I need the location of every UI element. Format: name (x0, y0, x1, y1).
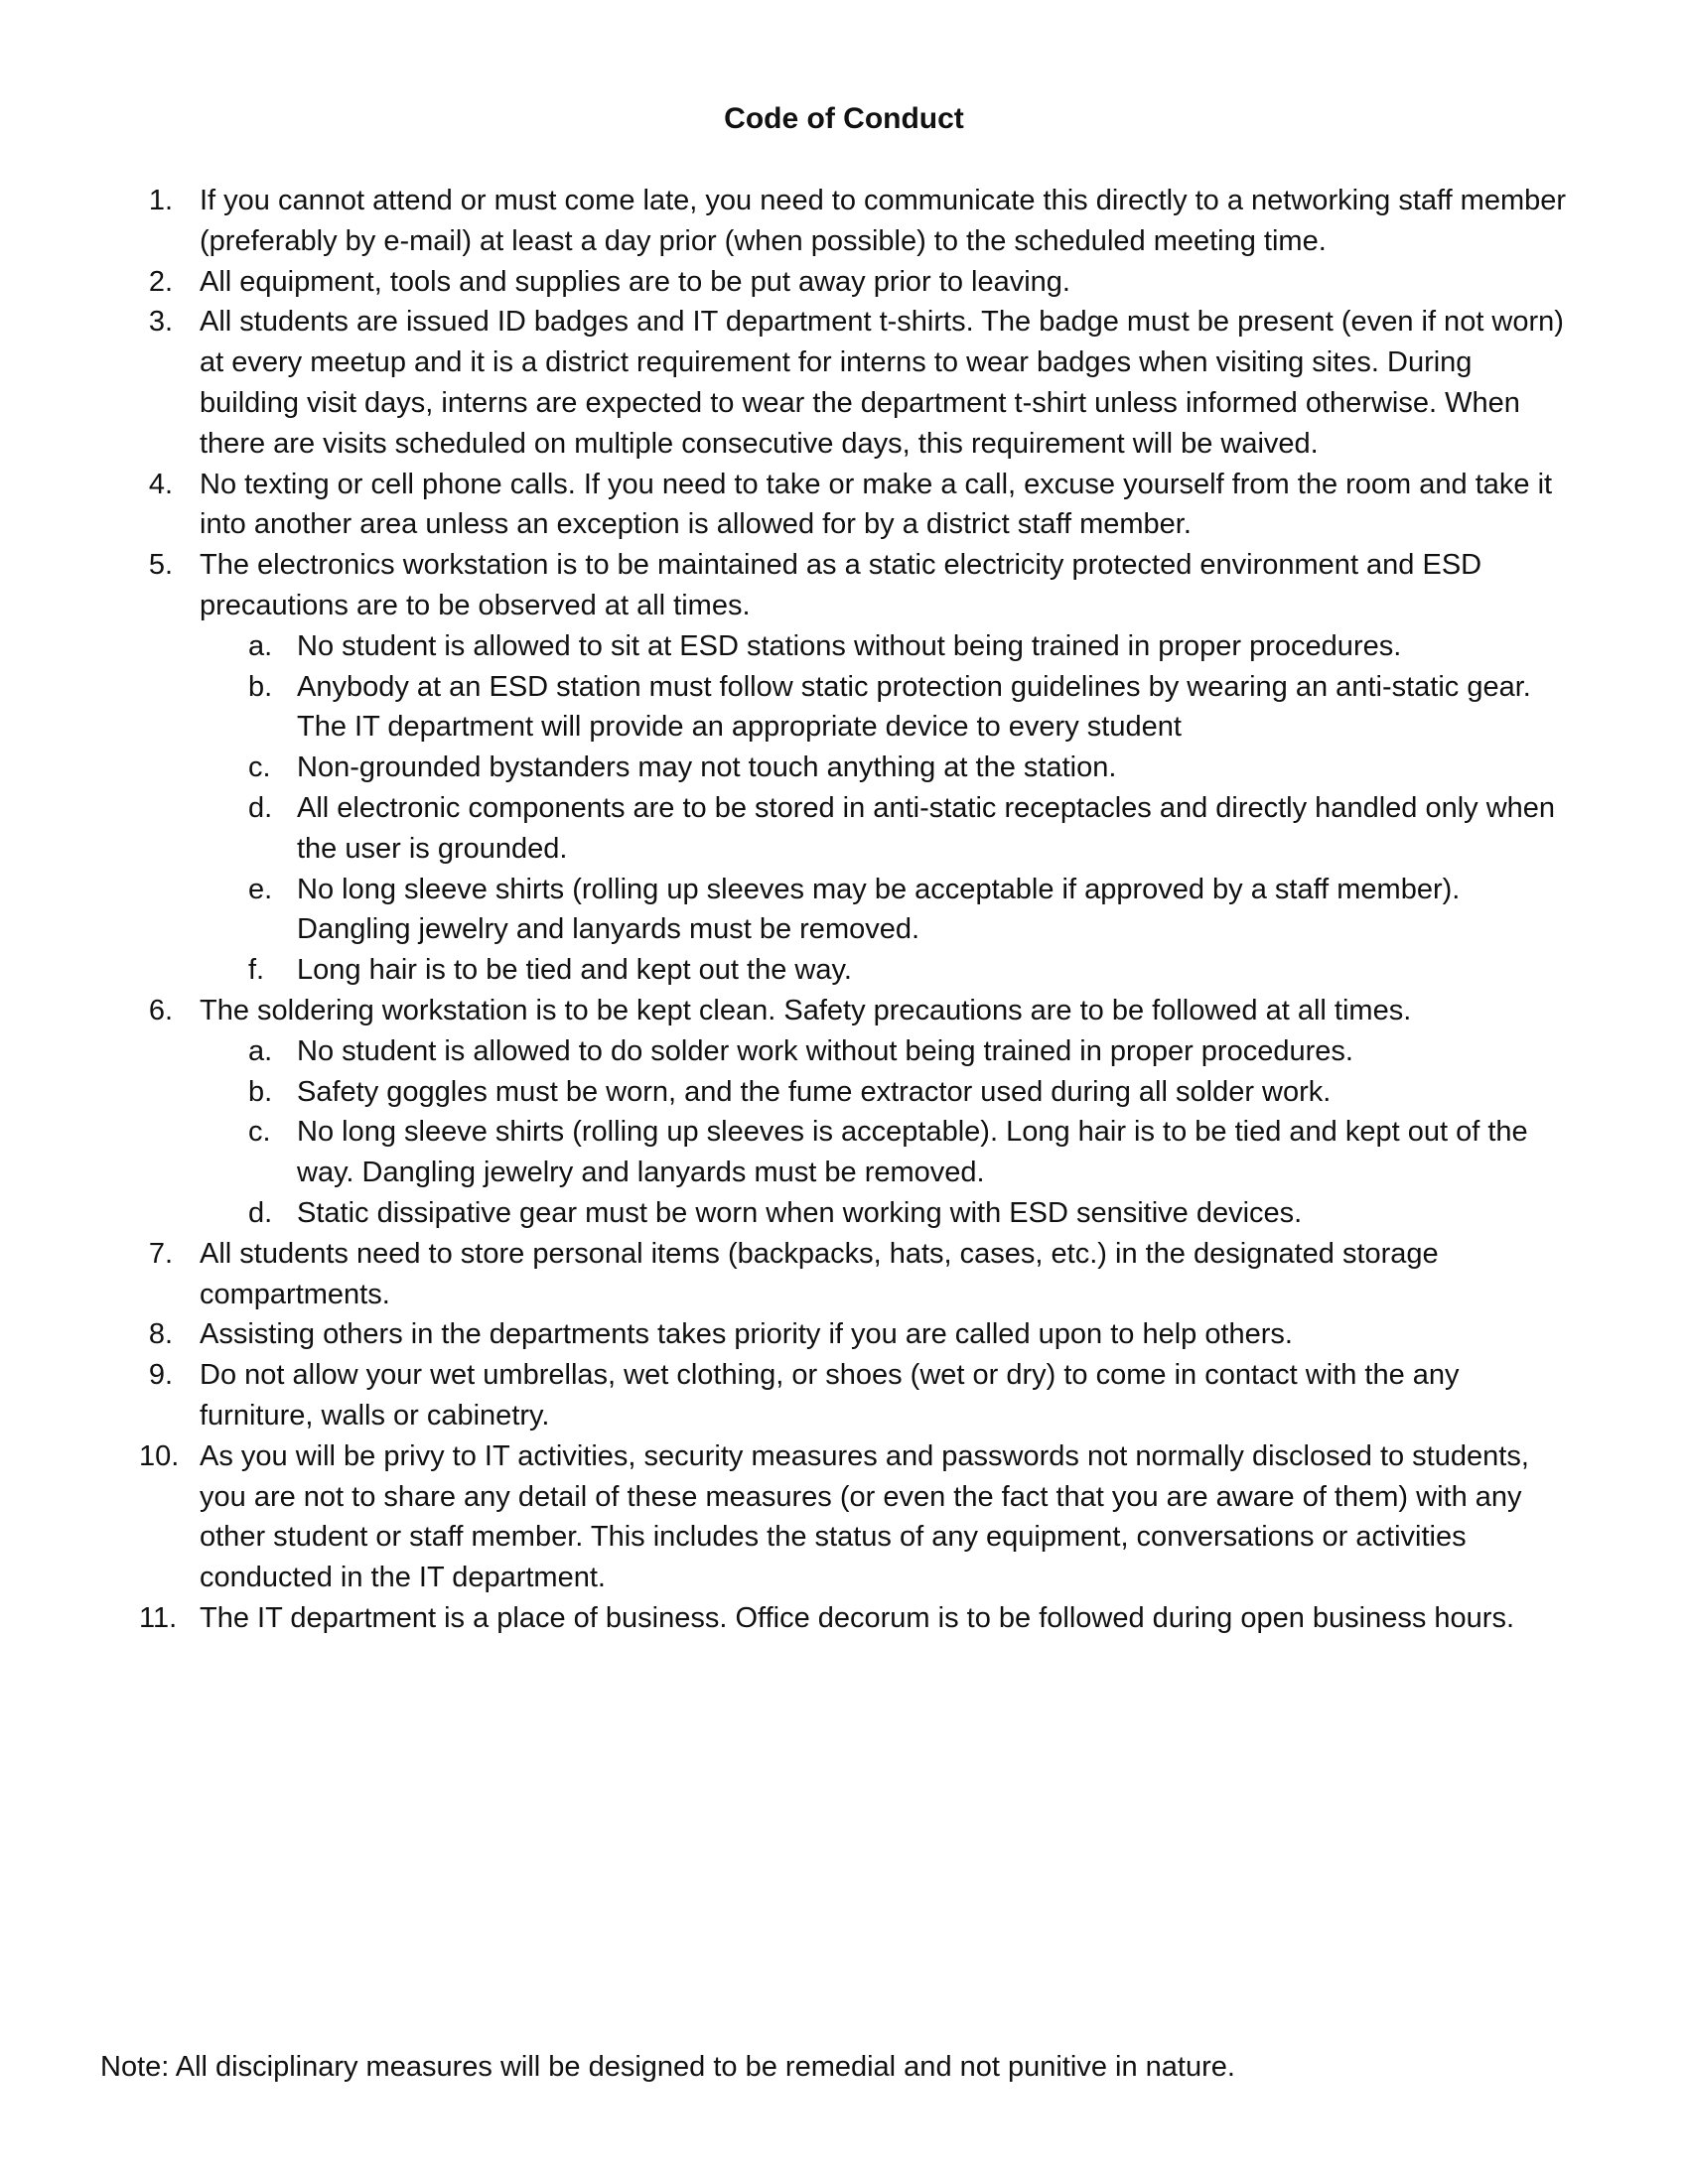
rule-text: As you will be privy to IT activities, security measures and passwords not normally disclosed to students, you are not to share any detail of these measures (or even the fact that you are aware of them) with any other student or staff member. This includes the status of any equipment, conversations or activities conducted in the IT department. (200, 1439, 1529, 1594)
rule-text: All students are issued ID badges and IT department t-shirts. The badge must be present (even if not worn) at every meetup and it is a district requirement for interns to wear badges when visiting sites. During building visit days, interns are expected to wear the department t-shirt unless informed otherwise. When there are visits scheduled on multiple consecutive days, this requirement will be waived. (200, 306, 1564, 460)
sub-rule-item (149, 788, 1579, 870)
rule-text: No texting or cell phone calls. If you need to take or make a call, excuse yourself from the room and take it into another area unless an exception is allowed for by a district staff member. (200, 468, 1553, 541)
sub-rule-text: Static dissipative gear must be worn when working with ESD sensitive devices. (297, 1196, 1303, 1229)
rule-item (149, 545, 1579, 626)
sub-rule-text: No long sleeve shirts (rolling up sleeves is acceptable). Long hair is to be tied and kept out of the way. Dangling jewelry and lanyards must be removed. (297, 1116, 1528, 1189)
sub-rule-text: No student is allowed to do solder work without being trained in proper procedures. (297, 1034, 1353, 1067)
sub-rule-text: No long sleeve shirts (rolling up sleeves may be acceptable if approved by a staff member). Dangling jewelry and lanyards must be removed. (297, 873, 1461, 946)
sub-rule-letter: a. (248, 629, 273, 662)
sub-rule-text: Non-grounded bystanders may not touch anything at the station. (297, 751, 1117, 784)
sub-rule-letter: c. (248, 751, 271, 784)
rule-number: 8. (148, 1318, 173, 1351)
sub-rule-text: Long hair is to be tied and kept out the way. (297, 954, 852, 987)
sub-rule-item (149, 1112, 1579, 1193)
rule-text: The electronics workstation is to be maintained as a static electricity protected environment and ESD precautions are to be observed at all times. (200, 549, 1482, 621)
sub-rule-item (149, 1193, 1579, 1234)
rule-text: All equipment, tools and supplies are to be put away prior to leaving. (200, 265, 1070, 298)
rule-text: Do not allow your wet umbrellas, wet clothing, or shoes (wet or dry) to come in contact with the any furniture, walls or cabinetry. (200, 1359, 1460, 1432)
rule-number: 1. (148, 185, 173, 216)
sub-rule-text: No student is allowed to sit at ESD stations without being trained in proper procedures. (297, 629, 1402, 662)
rule-text: The IT department is a place of business. Office decorum is to be followed during open business hours. (200, 1601, 1515, 1634)
sub-rule-item (149, 1072, 1579, 1113)
rule-item (149, 302, 1579, 464)
rules-list (139, 181, 1579, 1639)
sub-rule-letter: b. (248, 670, 273, 703)
rule-item (149, 1234, 1579, 1315)
rule-item (149, 1314, 1579, 1355)
sub-rule-item (149, 667, 1579, 749)
sub-rule-item (149, 626, 1579, 667)
rule-number: 4. (148, 468, 173, 500)
sub-rule-item (149, 748, 1579, 788)
sub-rule-letter: a. (248, 1034, 273, 1067)
rule-item (149, 465, 1579, 546)
sub-rule-text: All electronic components are to be stored in anti-static receptacles and directly handled only when the user is grounded. (297, 791, 1556, 865)
sub-rule-letter: e. (248, 873, 273, 905)
rule-item (149, 181, 1579, 262)
rule-item (149, 991, 1579, 1031)
sub-rule-item (149, 870, 1579, 951)
rule-item (149, 262, 1579, 303)
sub-rule-letter: d. (248, 1196, 273, 1229)
rule-number: 2. (148, 265, 173, 298)
rule-number: 6. (148, 994, 173, 1026)
sub-rule-letter: b. (248, 1075, 273, 1108)
sub-rule-letter: c. (248, 1116, 271, 1149)
rule-number: 7. (148, 1237, 173, 1270)
rule-text: The soldering workstation is to be kept clean. Safety precautions are to be followed at all times. (200, 994, 1412, 1026)
rule-item (139, 1436, 1579, 1598)
rule-text: All students need to store personal items (backpacks, hats, cases, etc.) in the designated storage compartments. (200, 1237, 1439, 1310)
sub-rule-letter: f. (248, 954, 265, 987)
sub-rule-letter: d. (248, 791, 273, 824)
rule-item (139, 1598, 1579, 1639)
rule-text: Assisting others in the departments takes priority if you are called upon to help others. (200, 1318, 1293, 1351)
rule-text: If you cannot attend or must come late, you need to communicate this directly to a networking staff member (preferably by e-mail) at least a day prior (when possible) to the scheduled meeting time. (200, 185, 1567, 257)
disciplinary-note: Note: All disciplinary measures will be designed to be remedial and not punitive in nature. (100, 2051, 1235, 2083)
rule-item (149, 1355, 1579, 1436)
rule-number: 9. (148, 1359, 173, 1392)
page-title: Code of Conduct (724, 102, 964, 135)
sub-rule-text: Anybody at an ESD station must follow static protection guidelines by wearing an anti-static gear. The IT department will provide an appropriate device to every student (297, 670, 1531, 744)
sub-rule-item (149, 1031, 1579, 1072)
rule-number: 5. (148, 549, 173, 582)
rule-number: 3. (148, 306, 173, 339)
rule-number: 11. (139, 1601, 178, 1634)
sub-rule-item (149, 950, 1579, 991)
rule-number: 10. (139, 1439, 180, 1472)
sub-rule-text: Safety goggles must be worn, and the fume extractor used during all solder work. (297, 1075, 1332, 1108)
